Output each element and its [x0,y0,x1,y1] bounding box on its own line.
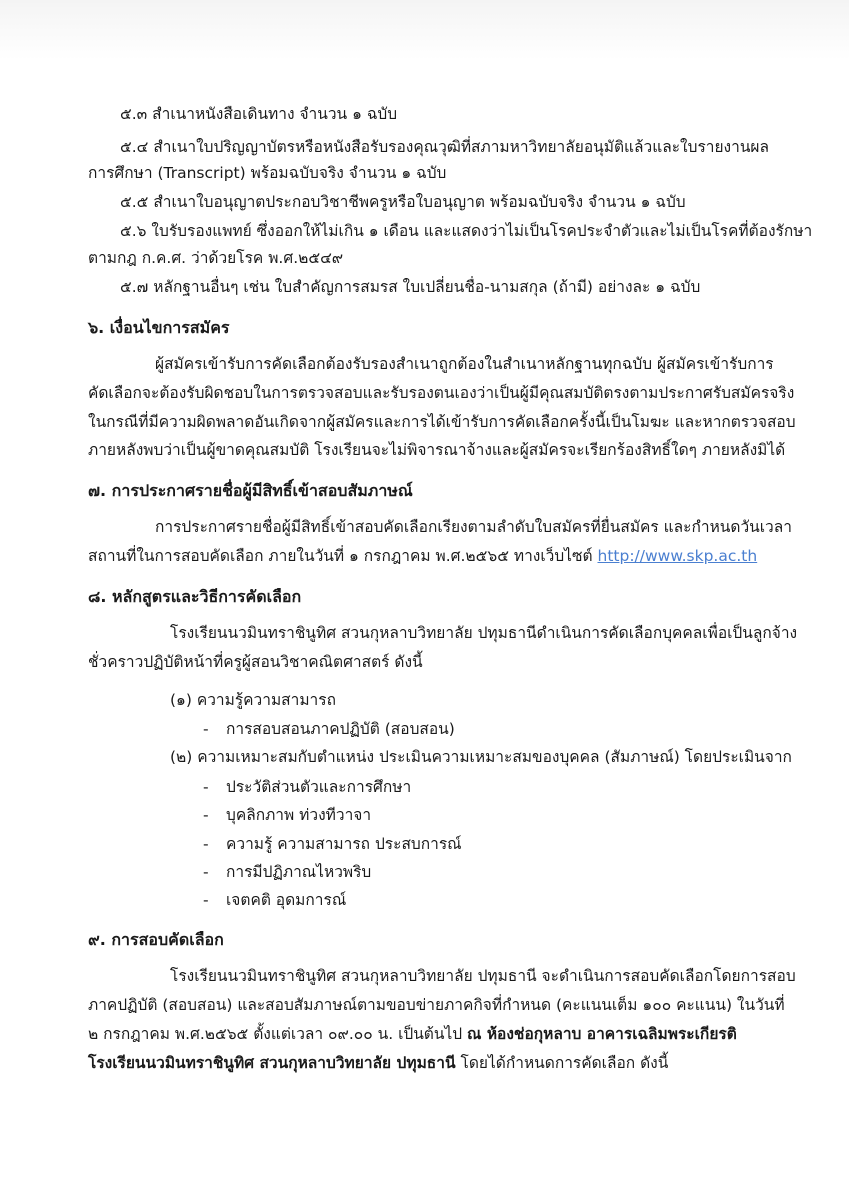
section-7-para-text: สถานที่ในการสอบคัดเลือก ภายในวันที่ ๑ กรกฎาคม พ.ศ.๒๕๖๕ ทางเว็บไซต์ [88,547,593,565]
criteria-item-2-sub-3: ความรู้ ความสามารถ ประสบการณ์ [226,835,462,853]
criteria-item-1-sub-1: การสอบสอนภาคปฏิบัติ (สอบสอน) [226,720,455,738]
section-9-para-line4 [88,1052,668,1074]
item-5-6-line1: ๕.๖ ใบรับรองแพทย์ ซึ่งออกให้ไม่เกิน ๑ เดือน และแสดงว่าไม่เป็นโรคประจำตัวและไม่เป็นโรคที่ต้องรักษา [120,222,813,240]
exam-date-text: ๒ กรกฎาคม พ.ศ.๒๕๖๕ ตั้งแต่เวลา ๐๙.๐๐ น. เป็นต้นไป [88,1025,463,1043]
section-8-para-line2: ชั่วคราวปฏิบัติหน้าที่ครูผู้สอนวิชาคณิตศาสตร์ ดังนี้ [88,653,423,671]
section-7-para-line1: การประกาศรายชื่อผู้มีสิทธิ์เข้าสอบคัดเลือกเรียงตามลำดับใบสมัครที่ยื่นสมัคร และกำหนดวันเวลา [155,518,792,536]
section-6-para-line3: ในกรณีที่มีความผิดพลาดอันเกิดจากผู้สมัครและการได้เข้ารับการคัดเลือกครั้งนี้เป็นโมฆะ และหากตรวจสอบ [88,413,796,431]
section-6-para-line4: ภายหลังพบว่าเป็นผู้ขาดคุณสมบัติ โรงเรียนจะไม่พิจารณาจ้างและผู้สมัครจะเรียกร้องสิทธิ์ใดๆ ภายหลังมิได้ [88,441,786,459]
item-5-5: ๕.๕ สำเนาใบอนุญาตประกอบวิชาชีพครูหรือใบอนุญาต พร้อมฉบับจริง จำนวน ๑ ฉบับ [120,193,686,211]
section-9-title: ๙. การสอบคัดเลือก [88,930,224,949]
section-9-para-line3 [88,1023,737,1045]
school-name-bold: โรงเรียนนวมินทราชินูทิศ สวนกุหลาบวิทยาลัย ปทุมธานี [88,1054,456,1072]
section-6-para-line1: ผู้สมัครเข้ารับการคัดเลือกต้องรับรองสำเนาถูกต้องในสำเนาหลักฐานทุกฉบับ ผู้สมัครเข้ารับการ [155,355,774,373]
school-website-link[interactable]: http://www.skp.ac.th [597,547,758,565]
section-7-para-line2 [88,545,757,567]
criteria-item-1: (๑) ความรู้ความสามารถ [170,691,336,709]
item-5-3: ๕.๓ สำเนาหนังสือเดินทาง จำนวน ๑ ฉบับ [120,105,398,123]
bullet-dash: - [203,835,209,853]
criteria-item-2-sub-1: ประวัติส่วนตัวและการศึกษา [226,778,412,796]
criteria-item-2-sub-4: การมีปฏิภาณไหวพริบ [226,863,372,881]
section-8-title: ๘. หลักสูตรและวิธีการคัดเลือก [88,587,302,606]
section-7-title: ๗. การประกาศรายชื่อผู้มีสิทธิ์เข้าสอบสัมภาษณ์ [88,481,413,500]
exam-venue-text: ณ ห้องช่อกุหลาบ อาคารเฉลิมพระเกียรติ [467,1025,737,1043]
section-9-closing-text: โดยได้กำหนดการคัดเลือก ดังนี้ [460,1054,669,1072]
bullet-dash: - [203,863,209,881]
criteria-item-2: (๒) ความเหมาะสมกับตำแหน่ง ประเมินความเหมาะสมของบุคคล (สัมภาษณ์) โดยประเมินจาก [170,748,792,766]
criteria-item-2-sub-2: บุคลิกภาพ ท่วงทีวาจา [226,806,372,824]
section-9-para-line1: โรงเรียนนวมินทราชินูทิศ สวนกุหลาบวิทยาลัย ปทุมธานี จะดำเนินการสอบคัดเลือกโดยการสอบ [170,967,796,985]
bullet-dash: - [203,891,209,909]
bullet-dash: - [203,806,209,824]
bullet-dash: - [203,720,209,738]
section-9-para-line2: ภาคปฏิบัติ (สอบสอน) และสอบสัมภาษณ์ตามขอบข่ายภาคกิจที่กำหนด (คะแนนเต็ม ๑๐๐ คะแนน) ในวันที่ [88,996,785,1014]
section-6-title: ๖. เงื่อนไขการสมัคร [88,318,230,337]
criteria-item-2-sub-5: เจตคติ อุดมการณ์ [226,891,347,909]
item-5-6-line2: ตามกฎ ก.ค.ศ. ว่าด้วยโรค พ.ศ.๒๕๔๙ [88,249,344,267]
item-5-7: ๕.๗ หลักฐานอื่นๆ เช่น ใบสำคัญการสมรส ใบเปลี่ยนชื่อ-นามสกุล (ถ้ามี) อย่างละ ๑ ฉบับ [120,278,701,296]
section-6-para-line2: คัดเลือกจะต้องรับผิดชอบในการตรวจสอบและรับรองตนเองว่าเป็นผู้มีคุณสมบัติตรงตามประกาศรับสมัครจริง [88,384,795,402]
item-5-4-line2: การศึกษา (Transcript) พร้อมฉบับจริง จำนวน ๑ ฉบับ [88,164,447,182]
item-5-4-line1: ๕.๔ สำเนาใบปริญญาบัตรหรือหนังสือรับรองคุณวุฒิที่สภามหาวิทยาลัยอนุมัติแล้วและใบรายงานผล [120,138,770,156]
bullet-dash: - [203,778,209,796]
section-8-para-line1: โรงเรียนนวมินทราชินูทิศ สวนกุหลาบวิทยาลัย ปทุมธานีดำเนินการคัดเลือกบุคคลเพื่อเป็นลูกจ้าง [170,624,798,642]
